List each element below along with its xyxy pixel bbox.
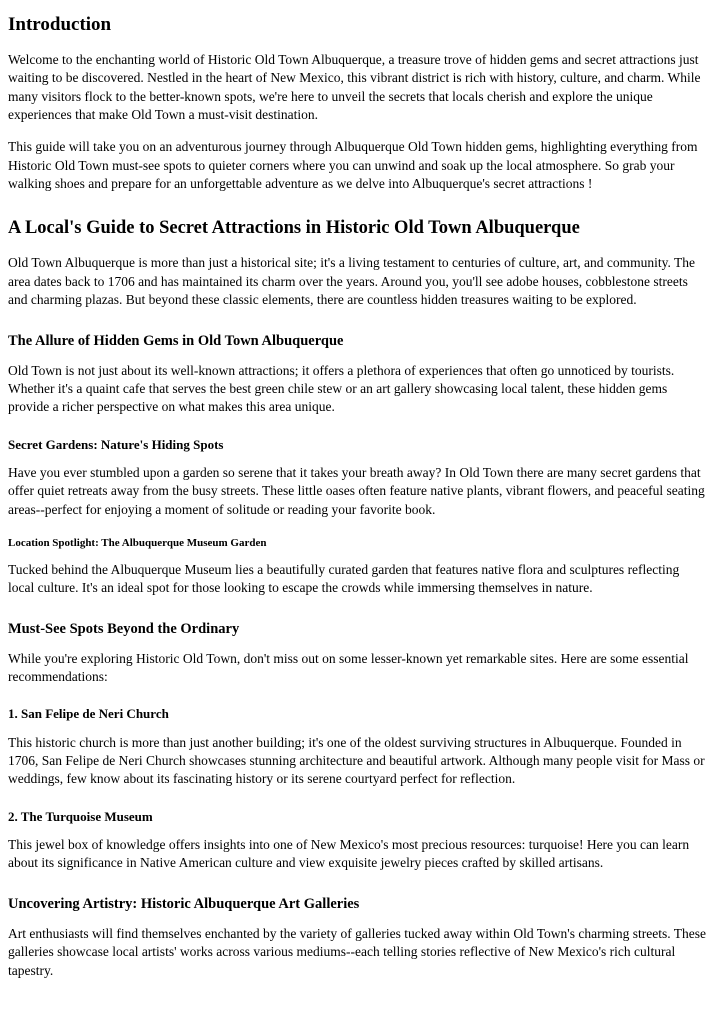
paragraph-museum-garden-body: Tucked behind the Albuquerque Museum lies a beautifully curated garden that features native flora and sculptures reflecting local culture. It's an ideal spot for those looking to escape the crowds while immersing themselves in nature. <box>8 561 680 596</box>
heading-uncovering-artistry: Uncovering Artistry: Historic Albuquerque Art Galleries <box>8 895 360 912</box>
paragraph-turquoise-museum-body: This jewel box of knowledge offers insights into one of New Mexico's most precious resources: turquoise! Here you can learn about its significance in Native American culture and view exquisite jewelry pieces crafted by skilled artisans. <box>8 836 690 871</box>
heading-secret-gardens: Secret Gardens: Nature's Hiding Spots <box>8 436 224 452</box>
document-body <box>8 14 708 980</box>
paragraph-artistry-body: Art enthusiasts will find themselves enchanted by the variety of galleries tucked away within Old Town's charming streets. These galleries showcase local artists' works across various mediums--each telling stories reflective of New Mexico's rich cultural tapestry. <box>8 925 706 978</box>
paragraph-intro-2: This guide will take you on an adventurous journey through Albuquerque Old Town hidden gems, highlighting everything from Historic Old Town must-see spots to quieter corners where you can unwind and soak up the local atmosphere. So grab your walking shoes and prepare for an unforgettable adventure as we delve into Albuquerque's secret attractions ! <box>8 139 698 191</box>
paragraph-old-town-overview: Old Town Albuquerque is more than just a historical site; it's a living testament to centuries of culture, art, and community. The area dates back to 1706 and has maintained its charm over the years. Around you, you'll see adobe houses, cobblestone streets and charming plazas. But beyond these classic elements, there are countless hidden treasures waiting to be explored. <box>8 255 695 308</box>
paragraph-allure-body: Old Town is not just about its well-known attractions; it offers a plethora of experiences that often go unnoticed by tourists. Whether it's a quaint cafe that serves the best green chile stew or an art gallery showcasing local talent, these hidden gems provide a richer perspective on what makes this area unique. <box>8 362 675 415</box>
paragraph-intro-1: Welcome to the enchanting world of Historic Old Town Albuquerque, a treasure trove of hidden gems and secret attractions just waiting to be discovered. Nestled in the heart of New Mexico, this vibrant district is rich with history, culture, and charm. While many visitors flock to the better-known spots, we're here to unveil the secrets that locals cherish and explore the unique experiences that make Old Town a must-visit destination. <box>8 51 701 122</box>
heading-turquoise-museum: 2. The Turquoise Museum <box>8 808 153 824</box>
paragraph-must-see-body: While you're exploring Historic Old Town, don't miss out on some lesser-known yet remarkable sites. Here are some essential recommendations: <box>8 650 689 684</box>
paragraph-san-felipe-body: This historic church is more than just another building; it's one of the oldest surviving structures in Albuquerque. Founded in 1706, San Felipe de Neri Church showcases stunning architecture and beautiful artwork. Although many people visit for Mass or weddings, few know about its fascinating history or its serene courtyard perfect for reflection. <box>8 734 705 787</box>
heading-san-felipe-de-neri: 1. San Felipe de Neri Church <box>8 706 169 722</box>
heading-must-see-spots: Must-See Spots Beyond the Ordinary <box>8 620 240 637</box>
heading-introduction: Introduction <box>8 14 112 35</box>
heading-local-guide: A Local's Guide to Secret Attractions in Historic Old Town Albuquerque <box>8 218 580 239</box>
paragraph-secret-gardens-body: Have you ever stumbled upon a garden so serene that it takes your breath away? In Old Town there are many secret gardens that offer quiet retreats away from the busy streets. These little oases often feature native plants, vibrant flowers, and peaceful seating areas--perfect for enjoying a moment of solitude or reading your favorite book. <box>8 464 705 517</box>
heading-allure-hidden-gems: The Allure of Hidden Gems in Old Town Albuquerque <box>8 332 344 349</box>
heading-location-spotlight-museum-garden: Location Spotlight: The Albuquerque Museum Garden <box>8 537 267 550</box>
